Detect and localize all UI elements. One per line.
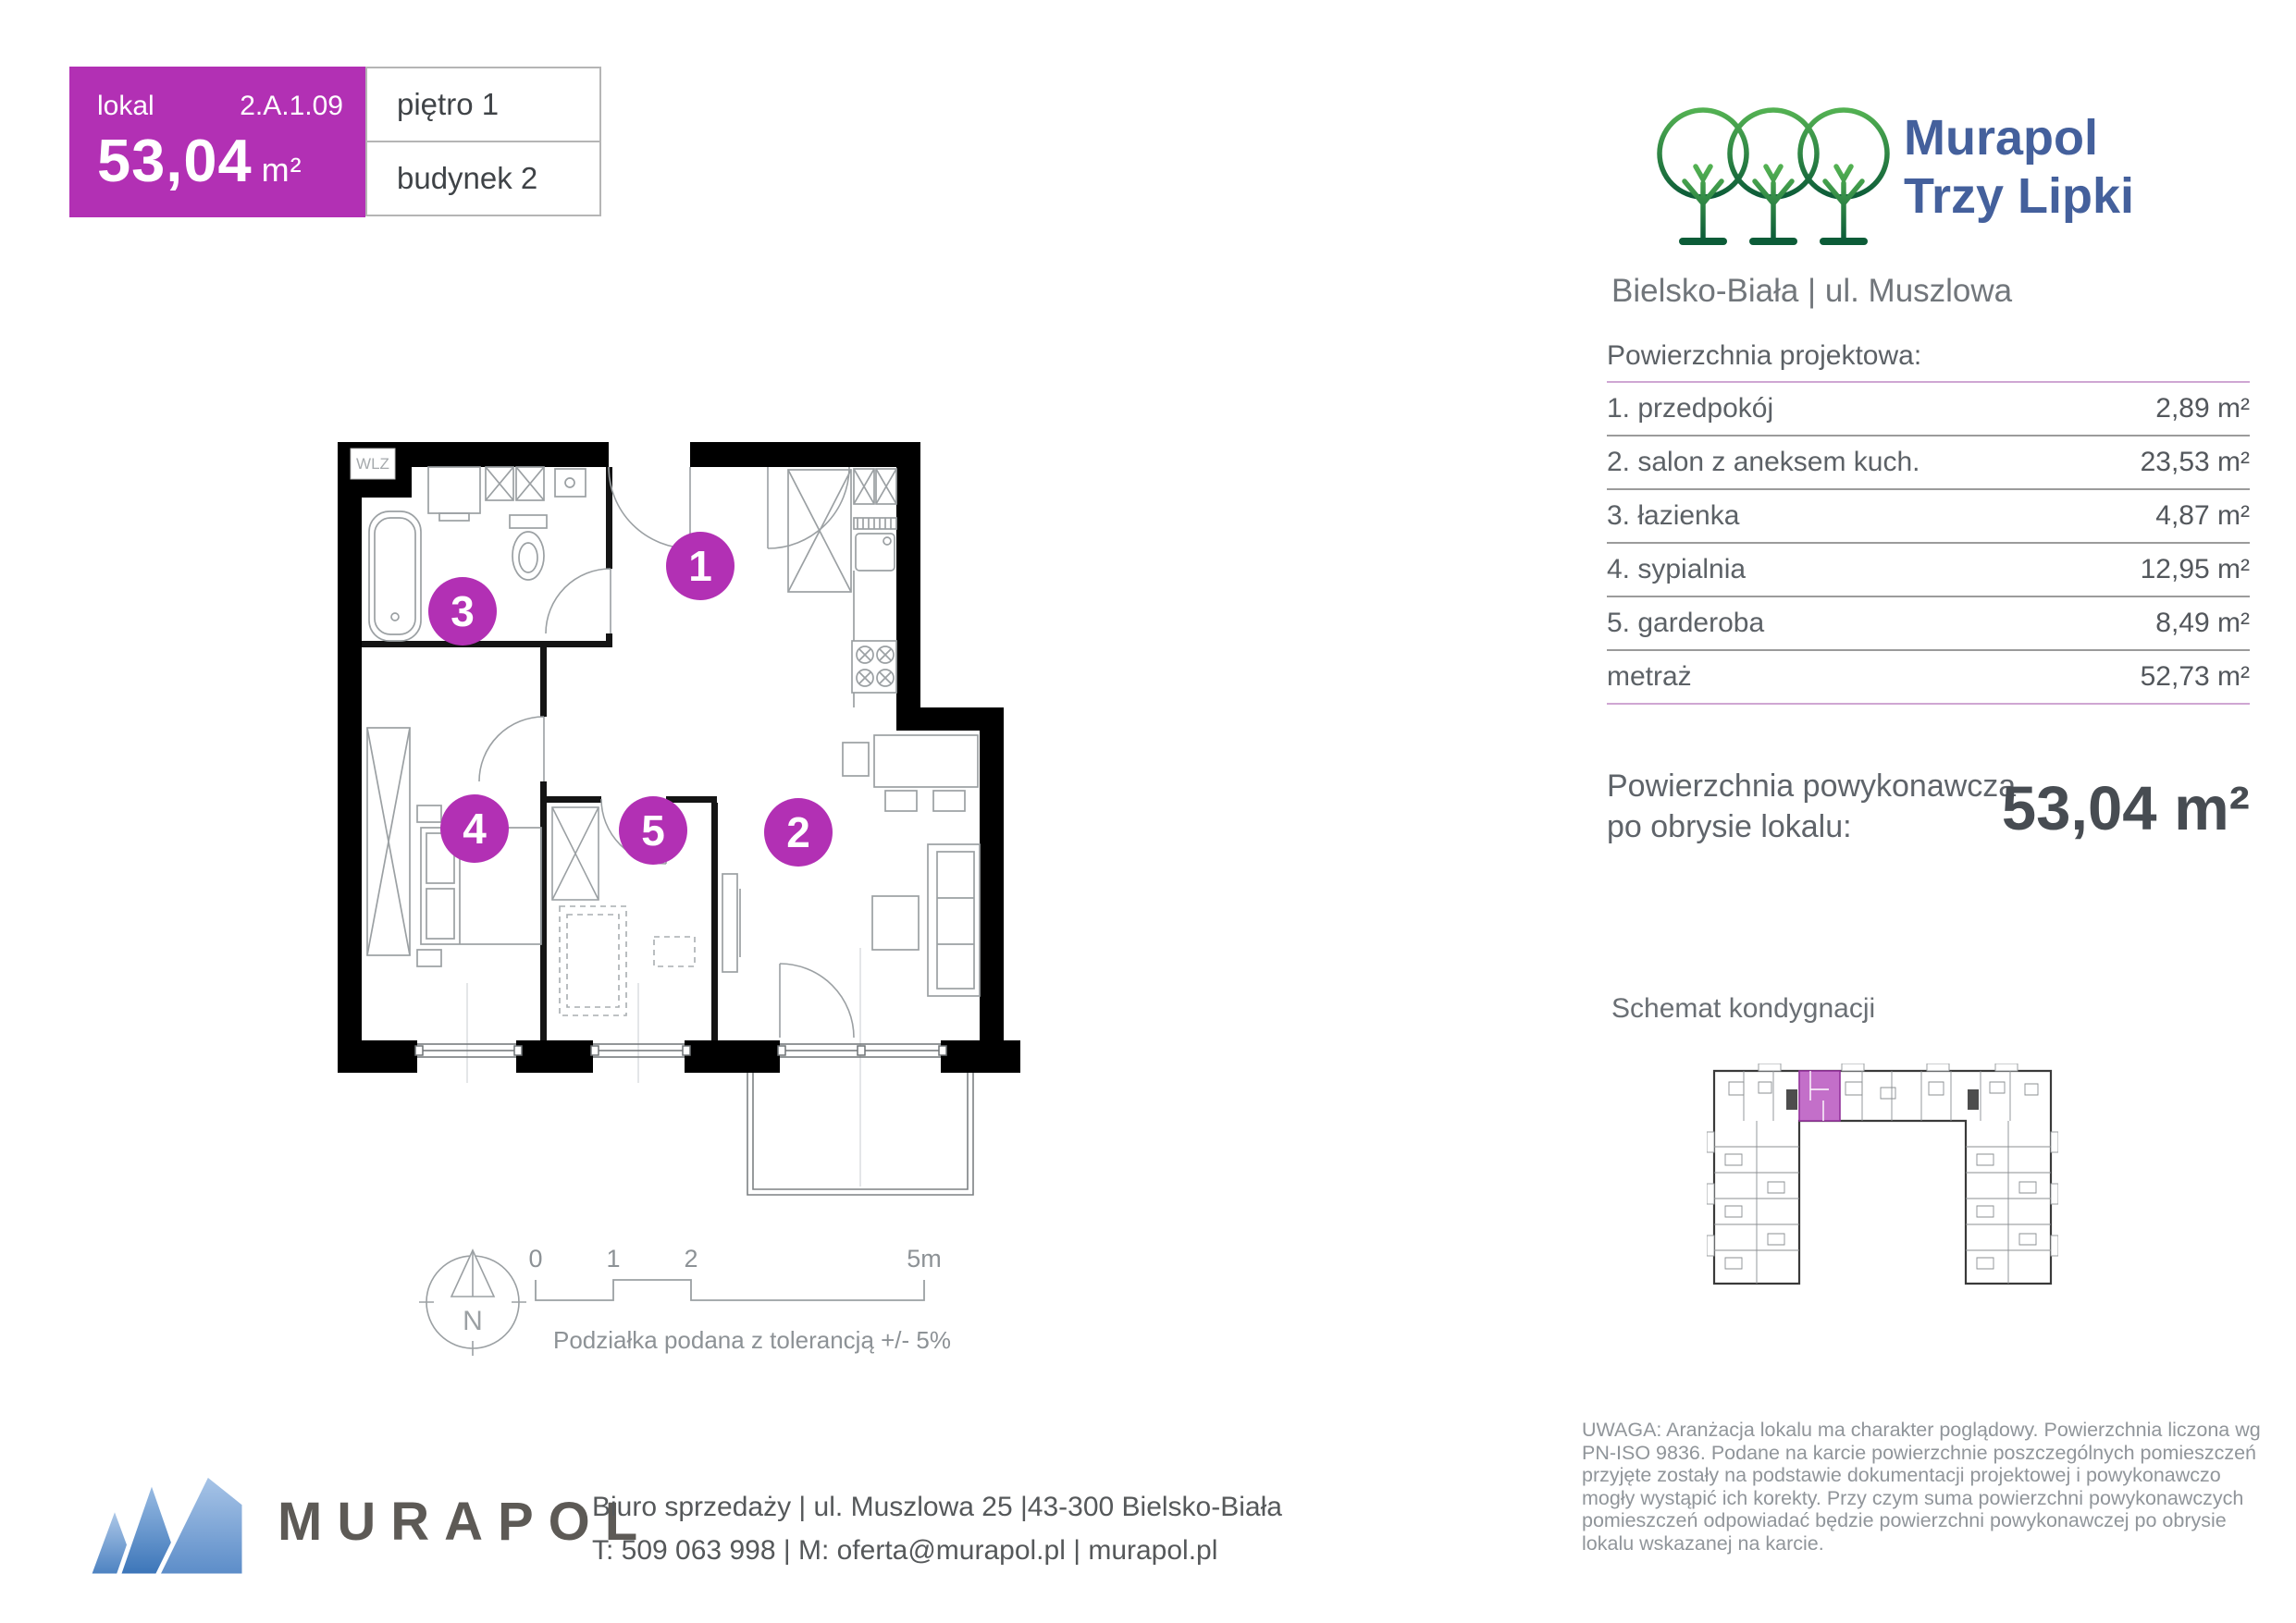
table-row [1607, 383, 2250, 435]
scale-tick-5m: 5m [907, 1245, 942, 1273]
building-box [365, 141, 601, 216]
table-row [1607, 544, 2250, 596]
row-label: 2. salon z aneksem kuch. [1607, 447, 1920, 477]
row-value: 2,89 m² [2155, 393, 2250, 424]
compass-and-scale [389, 1230, 1036, 1387]
outer-walls [338, 442, 1020, 1073]
floor-label: piętro 1 [397, 87, 500, 121]
scale-bar [536, 1280, 924, 1300]
scale-tolerance-note: Podziałka podana z tolerancją +/- 5% [553, 1326, 951, 1354]
table-total-row [1607, 651, 2250, 703]
floor-box [365, 67, 601, 142]
row-label: 5. garderoba [1607, 608, 1765, 638]
highlighted-unit [1799, 1071, 1840, 1121]
stair-core-right [1968, 1089, 1979, 1110]
apartment-floor-plan [328, 430, 1031, 1216]
row-value: 8,49 m² [2155, 608, 2250, 638]
unit-card [69, 67, 365, 217]
lokal-label: lokal [97, 91, 154, 121]
floor-schematic-title: Schemat kondygnacji [1611, 993, 1876, 1024]
unit-area-value: 53,04 [97, 127, 253, 194]
table-rule-bottom [1607, 703, 2250, 705]
north-label: N [463, 1306, 483, 1336]
total-value: 52,73 m² [2140, 661, 2250, 692]
row-value: 4,87 m² [2155, 500, 2250, 531]
sales-office-address: Biuro sprzedaży | ul. Muszlowa 25 |43-300 Bielsko-Biała [592, 1492, 1282, 1522]
row-value: 12,95 m² [2140, 554, 2250, 584]
room-markers [428, 532, 833, 867]
table-row [1607, 436, 2250, 488]
sales-office-contact [592, 1485, 1282, 1572]
areas-table-header: Powierzchnia projektowa: [1607, 340, 1922, 371]
row-label: 3. łazienka [1607, 500, 1740, 531]
asbuilt-label-line2: po obrysie lokalu: [1607, 809, 1852, 844]
asbuilt-label [1607, 766, 2016, 847]
project-name [1904, 109, 2134, 226]
scale-tick-1: 1 [606, 1245, 621, 1273]
murapol-trees-icon [1654, 91, 1893, 252]
table-row [1607, 597, 2250, 649]
row-label: 1. przedpokój [1607, 393, 1774, 424]
scale-tick-0: 0 [528, 1245, 543, 1273]
unit-number: 2.A.1.09 [240, 91, 343, 121]
project-location: Bielsko-Biała | ul. Muszlowa [1611, 273, 2013, 309]
row-value: 23,53 m² [2140, 447, 2250, 477]
table-row [1607, 490, 2250, 542]
kitchen-fixtures [788, 469, 896, 707]
sales-office-phone-email: T: 509 063 998 | M: oferta@murapol.pl | murapol.pl [592, 1535, 1218, 1566]
room-marker-1: 1 [688, 542, 712, 590]
room-marker-4: 4 [463, 805, 487, 853]
project-name-line2: Trzy Lipki [1904, 168, 2135, 224]
areas-table [1607, 340, 2250, 705]
row-label: 4. sypialnia [1607, 554, 1747, 584]
scale-tick-2: 2 [684, 1245, 698, 1273]
building-label: budynek 2 [397, 161, 538, 195]
doors [479, 467, 854, 1038]
company-name: MURAPOL [278, 1492, 653, 1552]
wlz-label: WLZ [356, 455, 389, 473]
project-name-line1: Murapol [1904, 110, 2098, 166]
living-room-furniture [722, 844, 980, 996]
unit-area-unit: m² [261, 151, 302, 189]
windows [415, 1044, 946, 1057]
floor-schematic [1707, 1064, 2058, 1290]
asbuilt-label-line1: Powierzchnia powykonawcza [1607, 768, 2017, 804]
asbuilt-value: 53,04 m² [2001, 774, 2250, 843]
room-marker-5: 5 [641, 806, 665, 855]
total-label: metraż [1607, 661, 1692, 692]
room-marker-3: 3 [451, 587, 475, 635]
north-compass-icon [419, 1250, 526, 1356]
room-marker-2: 2 [786, 808, 810, 856]
dining-set [843, 735, 978, 811]
disclaimer-text: UWAGA: Aranżacja lokalu ma charakter poglądowy. Powierzchnia liczona wg PN-ISO 9836. Podane na karcie powierzchnie poszczególnych pomieszczeń przyjęte zostały na podstawie dokumentacji projektowej i powykonawczo mogły wystąpić ich korekty. Przy czym suma powierzchni powykonawczych pomieszczeń odpowiadać będzie powierzchni powykonawczej po obrysie lokalu wskazanej na karcie. [1582, 1419, 2261, 1555]
stair-core-left [1786, 1089, 1797, 1110]
murapol-logo-icon [72, 1472, 285, 1581]
